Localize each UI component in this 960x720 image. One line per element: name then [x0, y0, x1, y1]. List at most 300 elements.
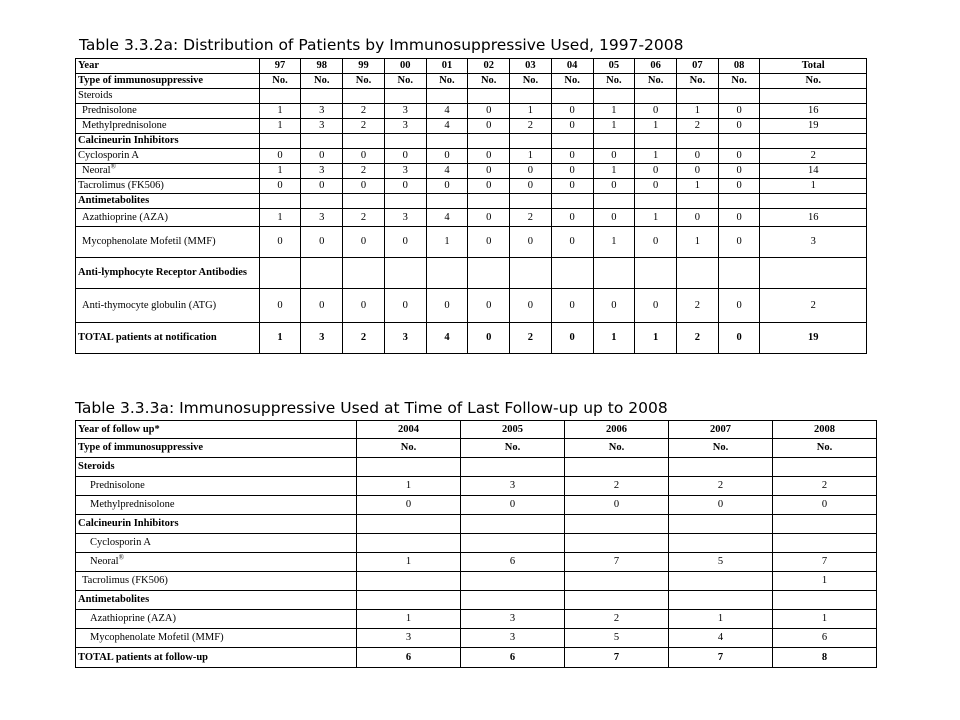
value-cell: 0 — [426, 179, 468, 194]
subheader-row — [76, 74, 867, 89]
subheader-cell: No. — [343, 74, 385, 89]
value-cell — [669, 572, 773, 591]
value-cell — [426, 258, 468, 289]
value-cell: 1 — [669, 610, 773, 629]
value-cell: 0 — [669, 496, 773, 515]
table-row — [76, 164, 867, 179]
row-label: Tacrolimus (FK506) — [76, 179, 260, 194]
header-label: Year of follow up* — [76, 421, 357, 439]
value-cell — [468, 194, 510, 209]
table-row — [76, 629, 877, 648]
value-cell: 3 — [384, 209, 426, 227]
table-row — [76, 610, 877, 629]
value-cell — [301, 89, 343, 104]
value-cell: 0 — [551, 149, 593, 164]
value-cell — [551, 194, 593, 209]
value-cell — [357, 515, 461, 534]
value-cell: 0 — [468, 149, 510, 164]
value-cell — [426, 89, 468, 104]
table1-title: Table 3.3.2a: Distribution of Patients by Immunosuppressive Used, 1997-2008 — [79, 36, 684, 54]
value-cell: 1 — [635, 209, 677, 227]
header-label: Year — [76, 59, 260, 74]
subheader-cell: No. — [426, 74, 468, 89]
value-cell: 7 — [669, 648, 773, 668]
header-cell: 98 — [301, 59, 343, 74]
value-cell: 0 — [259, 179, 301, 194]
table-row — [76, 496, 877, 515]
row-label: Neoral® — [76, 164, 260, 179]
table-row — [76, 458, 877, 477]
value-cell: 7 — [565, 648, 669, 668]
value-cell: 1 — [773, 610, 877, 629]
value-cell: 0 — [551, 323, 593, 354]
value-cell — [357, 458, 461, 477]
header-cell: 05 — [593, 59, 635, 74]
value-cell: 0 — [565, 496, 669, 515]
value-cell: 2 — [343, 119, 385, 134]
row-label: Antimetabolites — [76, 591, 357, 610]
row-label: Prednisolone — [76, 477, 357, 496]
value-cell: 16 — [760, 104, 867, 119]
value-cell — [551, 89, 593, 104]
value-cell: 0 — [426, 149, 468, 164]
value-cell: 2 — [343, 104, 385, 119]
header-cell: 2007 — [669, 421, 773, 439]
subheader-cell: No. — [461, 439, 565, 458]
header-cell: 04 — [551, 59, 593, 74]
value-cell: 19 — [760, 323, 867, 354]
value-cell — [773, 534, 877, 553]
value-cell: 3 — [384, 119, 426, 134]
value-cell — [565, 572, 669, 591]
table-row — [76, 648, 877, 668]
value-cell — [760, 134, 867, 149]
value-cell: 3 — [301, 119, 343, 134]
value-cell — [718, 258, 760, 289]
value-cell: 0 — [468, 323, 510, 354]
value-cell: 6 — [773, 629, 877, 648]
value-cell: 0 — [718, 149, 760, 164]
row-label: Prednisolone — [76, 104, 260, 119]
value-cell: 0 — [635, 289, 677, 323]
row-label: Steroids — [76, 89, 260, 104]
value-cell: 1 — [593, 164, 635, 179]
row-label: Azathioprine (AZA) — [76, 610, 357, 629]
value-cell: 2 — [343, 209, 385, 227]
value-cell — [773, 458, 877, 477]
value-cell: 6 — [461, 553, 565, 572]
value-cell: 16 — [760, 209, 867, 227]
header-cell: 2008 — [773, 421, 877, 439]
subheader-cell: No. — [259, 74, 301, 89]
table-row — [76, 515, 877, 534]
value-cell — [461, 591, 565, 610]
row-label: Steroids — [76, 458, 357, 477]
table1-immunosuppressive-distribution — [75, 58, 867, 354]
header-cell: 07 — [677, 59, 719, 74]
value-cell: 1 — [259, 164, 301, 179]
subheader-row — [76, 439, 877, 458]
row-label: TOTAL patients at notification — [76, 323, 260, 354]
value-cell: 0 — [510, 227, 552, 258]
value-cell — [669, 458, 773, 477]
subheader-cell: No. — [669, 439, 773, 458]
value-cell: 0 — [635, 164, 677, 179]
value-cell: 0 — [384, 149, 426, 164]
value-cell: 1 — [677, 179, 719, 194]
value-cell: 2 — [510, 323, 552, 354]
subheader-cell: No. — [593, 74, 635, 89]
value-cell: 0 — [677, 164, 719, 179]
value-cell: 0 — [343, 179, 385, 194]
value-cell: 0 — [593, 179, 635, 194]
value-cell: 6 — [461, 648, 565, 668]
value-cell: 1 — [259, 119, 301, 134]
value-cell — [635, 89, 677, 104]
value-cell: 0 — [468, 179, 510, 194]
value-cell: 3 — [357, 629, 461, 648]
value-cell — [565, 458, 669, 477]
value-cell — [773, 515, 877, 534]
value-cell — [635, 134, 677, 149]
value-cell: 2 — [669, 477, 773, 496]
value-cell: 0 — [259, 227, 301, 258]
registered-mark: ® — [118, 553, 124, 562]
value-cell: 0 — [718, 289, 760, 323]
row-label: Mycophenolate Mofetil (MMF) — [76, 629, 357, 648]
subheader-cell: No. — [551, 74, 593, 89]
value-cell — [426, 194, 468, 209]
value-cell: 0 — [384, 179, 426, 194]
value-cell: 7 — [773, 553, 877, 572]
header-cell: 03 — [510, 59, 552, 74]
registered-mark: ® — [110, 163, 116, 171]
value-cell — [669, 591, 773, 610]
value-cell: 0 — [635, 179, 677, 194]
value-cell — [565, 515, 669, 534]
value-cell: 0 — [593, 289, 635, 323]
value-cell — [718, 134, 760, 149]
value-cell: 0 — [343, 227, 385, 258]
table2-title: Table 3.3.3a: Immunosuppressive Used at Time of Last Follow-up up to 2008 — [75, 399, 668, 417]
table-row — [76, 258, 867, 289]
value-cell: 1 — [259, 209, 301, 227]
row-label: Calcineurin Inhibitors — [76, 134, 260, 149]
header-cell: 2005 — [461, 421, 565, 439]
value-cell: 0 — [718, 119, 760, 134]
table-row — [76, 104, 867, 119]
value-cell — [343, 89, 385, 104]
row-label: Tacrolimus (FK506) — [76, 572, 357, 591]
value-cell: 0 — [551, 289, 593, 323]
value-cell: 3 — [461, 477, 565, 496]
value-cell: 3 — [384, 323, 426, 354]
value-cell: 0 — [468, 164, 510, 179]
value-cell: 1 — [593, 227, 635, 258]
subheader-cell: No. — [760, 74, 867, 89]
value-cell: 0 — [468, 227, 510, 258]
value-cell — [343, 194, 385, 209]
value-cell — [461, 458, 565, 477]
value-cell — [259, 134, 301, 149]
value-cell: 1 — [357, 477, 461, 496]
value-cell: 1 — [773, 572, 877, 591]
value-cell — [677, 258, 719, 289]
subheader-label: Type of immunosuppressive — [76, 74, 260, 89]
value-cell: 2 — [343, 164, 385, 179]
value-cell: 0 — [551, 164, 593, 179]
value-cell: 0 — [635, 227, 677, 258]
value-cell: 1 — [593, 323, 635, 354]
value-cell: 0 — [468, 289, 510, 323]
table-row — [76, 572, 877, 591]
value-cell: 0 — [718, 209, 760, 227]
value-cell: 0 — [301, 149, 343, 164]
row-label: Mycophenolate Mofetil (MMF) — [76, 227, 260, 258]
value-cell: 0 — [718, 104, 760, 119]
header-cell: 06 — [635, 59, 677, 74]
value-cell: 0 — [551, 104, 593, 119]
value-cell — [760, 89, 867, 104]
value-cell: 3 — [461, 610, 565, 629]
value-cell: 0 — [301, 289, 343, 323]
value-cell: 1 — [635, 119, 677, 134]
value-cell: 3 — [301, 104, 343, 119]
value-cell — [635, 194, 677, 209]
table-row — [76, 553, 877, 572]
value-cell: 5 — [669, 553, 773, 572]
value-cell: 4 — [426, 119, 468, 134]
header-cell: 01 — [426, 59, 468, 74]
row-label: Cyclosporin A — [76, 534, 357, 553]
table-row — [76, 534, 877, 553]
value-cell — [677, 194, 719, 209]
header-cell: Total — [760, 59, 867, 74]
value-cell: 8 — [773, 648, 877, 668]
value-cell: 0 — [343, 149, 385, 164]
value-cell: 0 — [384, 227, 426, 258]
value-cell — [718, 194, 760, 209]
value-cell: 2 — [565, 610, 669, 629]
table-row — [76, 149, 867, 164]
value-cell: 2 — [760, 289, 867, 323]
value-cell — [343, 258, 385, 289]
value-cell — [593, 258, 635, 289]
value-cell: 0 — [461, 496, 565, 515]
value-cell: 3 — [301, 164, 343, 179]
value-cell: 0 — [718, 179, 760, 194]
value-cell: 0 — [635, 104, 677, 119]
value-cell — [384, 89, 426, 104]
value-cell — [669, 515, 773, 534]
value-cell: 1 — [259, 323, 301, 354]
value-cell: 0 — [773, 496, 877, 515]
value-cell: 0 — [357, 496, 461, 515]
value-cell — [461, 572, 565, 591]
value-cell: 1 — [426, 227, 468, 258]
value-cell — [677, 134, 719, 149]
value-cell — [301, 258, 343, 289]
value-cell: 0 — [259, 289, 301, 323]
value-cell — [510, 258, 552, 289]
value-cell: 0 — [510, 289, 552, 323]
value-cell: 0 — [510, 179, 552, 194]
value-cell: 3 — [301, 209, 343, 227]
table-row — [76, 289, 867, 323]
value-cell — [384, 258, 426, 289]
value-cell — [461, 515, 565, 534]
row-label: TOTAL patients at follow-up — [76, 648, 357, 668]
value-cell — [357, 591, 461, 610]
value-cell: 3 — [461, 629, 565, 648]
row-label: Anti-lymphocyte Receptor Antibodies — [76, 258, 260, 289]
table2-immunosuppressive-followup — [75, 420, 877, 668]
value-cell: 1 — [635, 149, 677, 164]
value-cell: 2 — [343, 323, 385, 354]
row-label: Anti-thymocyte globulin (ATG) — [76, 289, 260, 323]
value-cell — [357, 534, 461, 553]
row-label: Cyclosporin A — [76, 149, 260, 164]
table-row — [76, 209, 867, 227]
value-cell: 4 — [426, 209, 468, 227]
value-cell: 6 — [357, 648, 461, 668]
value-cell — [760, 258, 867, 289]
value-cell — [426, 134, 468, 149]
subheader-cell: No. — [357, 439, 461, 458]
subheader-cell: No. — [565, 439, 669, 458]
value-cell — [510, 89, 552, 104]
value-cell: 0 — [551, 227, 593, 258]
value-cell: 1 — [677, 227, 719, 258]
value-cell: 0 — [677, 209, 719, 227]
row-label: Neoral® — [76, 553, 357, 572]
value-cell — [343, 134, 385, 149]
row-label: Methylprednisolone — [76, 496, 357, 515]
value-cell — [259, 194, 301, 209]
header-cell: 99 — [343, 59, 385, 74]
value-cell — [635, 258, 677, 289]
value-cell: 0 — [468, 209, 510, 227]
value-cell: 0 — [426, 289, 468, 323]
value-cell: 0 — [259, 149, 301, 164]
value-cell: 2 — [677, 119, 719, 134]
value-cell — [565, 534, 669, 553]
subheader-cell: No. — [468, 74, 510, 89]
table-row — [76, 89, 867, 104]
subheader-cell: No. — [718, 74, 760, 89]
value-cell: 1 — [259, 104, 301, 119]
value-cell: 2 — [677, 323, 719, 354]
subheader-cell: No. — [510, 74, 552, 89]
value-cell: 14 — [760, 164, 867, 179]
value-cell — [551, 258, 593, 289]
value-cell: 3 — [301, 323, 343, 354]
value-cell: 0 — [468, 119, 510, 134]
header-cell: 08 — [718, 59, 760, 74]
value-cell: 3 — [384, 164, 426, 179]
header-cell: 02 — [468, 59, 510, 74]
value-cell — [677, 89, 719, 104]
value-cell — [510, 134, 552, 149]
table-row — [76, 323, 867, 354]
value-cell: 2 — [510, 119, 552, 134]
value-cell — [468, 134, 510, 149]
subheader-label: Type of immunosuppressive — [76, 439, 357, 458]
value-cell: 4 — [669, 629, 773, 648]
value-cell — [565, 591, 669, 610]
value-cell: 0 — [718, 227, 760, 258]
value-cell: 1 — [760, 179, 867, 194]
table-row — [76, 134, 867, 149]
value-cell: 1 — [593, 104, 635, 119]
value-cell — [760, 194, 867, 209]
value-cell — [468, 89, 510, 104]
value-cell: 1 — [635, 323, 677, 354]
value-cell — [357, 572, 461, 591]
value-cell — [669, 534, 773, 553]
value-cell — [773, 591, 877, 610]
value-cell: 2 — [510, 209, 552, 227]
subheader-cell: No. — [635, 74, 677, 89]
value-cell — [259, 258, 301, 289]
value-cell: 3 — [384, 104, 426, 119]
header-row — [76, 59, 867, 74]
value-cell — [301, 134, 343, 149]
value-cell: 0 — [551, 179, 593, 194]
value-cell: 1 — [593, 119, 635, 134]
header-cell: 00 — [384, 59, 426, 74]
value-cell: 3 — [760, 227, 867, 258]
value-cell: 5 — [565, 629, 669, 648]
subheader-cell: No. — [384, 74, 426, 89]
value-cell: 1 — [357, 610, 461, 629]
row-label: Antimetabolites — [76, 194, 260, 209]
value-cell — [510, 194, 552, 209]
value-cell: 19 — [760, 119, 867, 134]
value-cell: 2 — [677, 289, 719, 323]
table-row — [76, 227, 867, 258]
value-cell: 0 — [718, 323, 760, 354]
value-cell: 4 — [426, 164, 468, 179]
value-cell — [384, 134, 426, 149]
value-cell: 0 — [510, 164, 552, 179]
value-cell: 0 — [718, 164, 760, 179]
table-row — [76, 591, 877, 610]
value-cell — [593, 194, 635, 209]
subheader-cell: No. — [677, 74, 719, 89]
value-cell — [461, 534, 565, 553]
table-row — [76, 119, 867, 134]
subheader-cell: No. — [773, 439, 877, 458]
value-cell — [384, 194, 426, 209]
row-label: Azathioprine (AZA) — [76, 209, 260, 227]
value-cell: 0 — [384, 289, 426, 323]
value-cell: 0 — [301, 179, 343, 194]
header-cell: 2004 — [357, 421, 461, 439]
value-cell — [593, 134, 635, 149]
value-cell — [593, 89, 635, 104]
value-cell — [301, 194, 343, 209]
header-cell: 97 — [259, 59, 301, 74]
value-cell: 0 — [677, 149, 719, 164]
value-cell — [468, 258, 510, 289]
value-cell: 7 — [565, 553, 669, 572]
value-cell: 4 — [426, 323, 468, 354]
value-cell: 0 — [301, 227, 343, 258]
header-cell: 2006 — [565, 421, 669, 439]
value-cell: 2 — [773, 477, 877, 496]
row-label: Methylprednisolone — [76, 119, 260, 134]
